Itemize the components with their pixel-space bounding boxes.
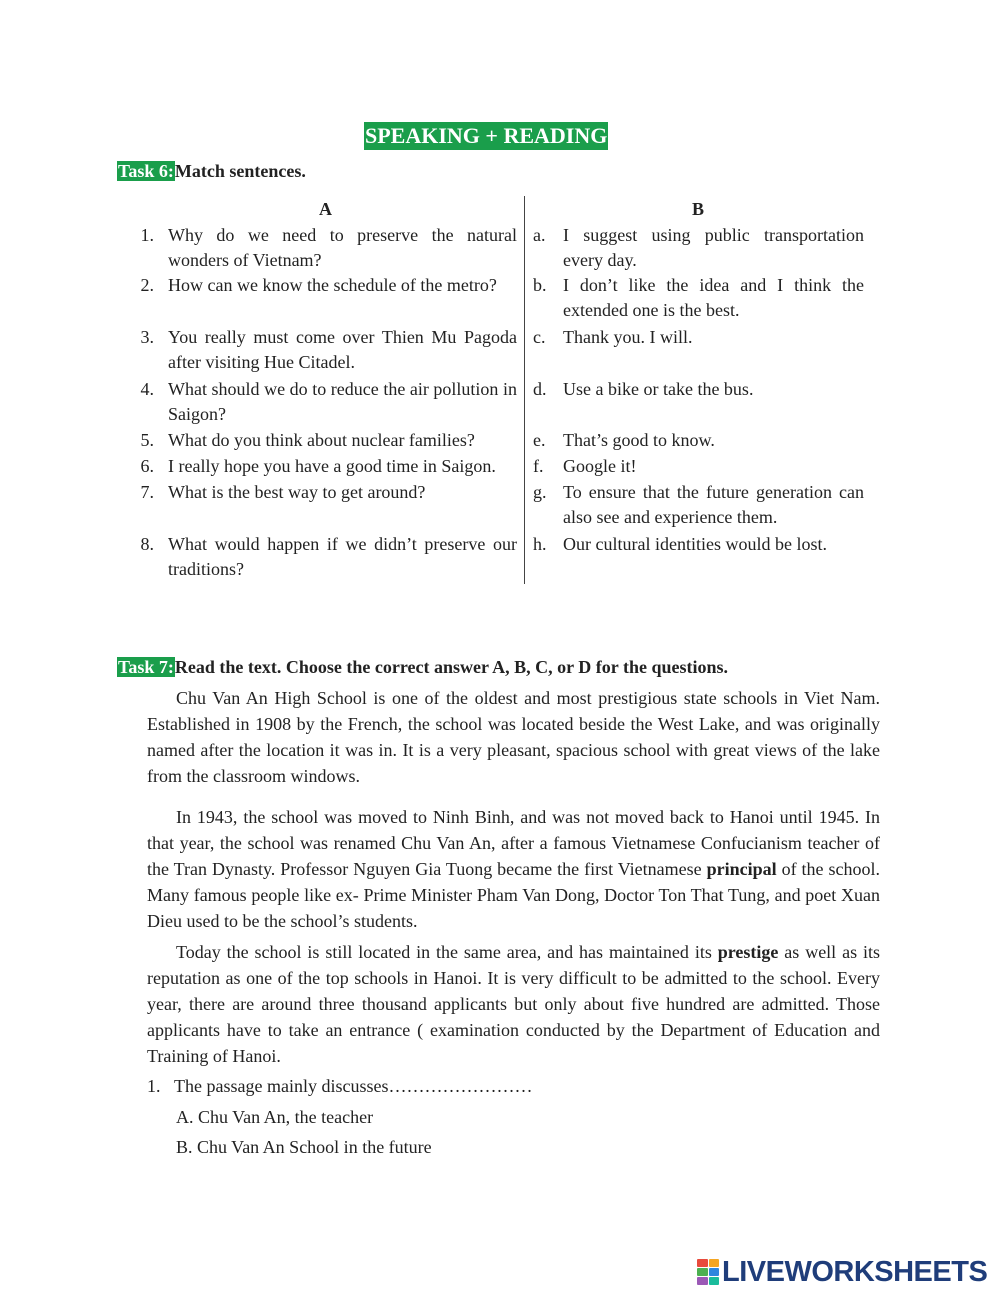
item-a-text: What do you think about nuclear families? bbox=[168, 430, 475, 450]
task-6-badge: Task 6: bbox=[118, 161, 174, 181]
task-6-instruction: Match sentences. bbox=[174, 161, 306, 181]
item-b-text: That’s good to know. bbox=[563, 430, 715, 450]
logo-text: LIVEWORKSHEETS bbox=[722, 1256, 988, 1288]
item-b-letter: c. bbox=[533, 327, 546, 347]
column-a-header: A bbox=[319, 199, 332, 219]
keyword-principal: principal bbox=[706, 859, 777, 879]
question-1-option-b: B. Chu Van An School in the future bbox=[176, 1137, 432, 1157]
item-b-letter: e. bbox=[533, 430, 546, 450]
item-a-text: Why do we need to preserve the natural wonders of Vietnam? bbox=[168, 225, 517, 270]
item-a-text: How can we know the schedule of the metro? bbox=[168, 275, 497, 295]
item-a-number: 1. bbox=[140, 225, 154, 245]
question-1-option-a: A. Chu Van An, the teacher bbox=[176, 1107, 374, 1127]
item-a-number: 5. bbox=[140, 430, 154, 450]
item-b-letter: a. bbox=[533, 225, 546, 245]
task-7-instruction: Read the text. Choose the correct answer A, B, C, or D for the questions. bbox=[174, 657, 728, 677]
item-a-text: What should we do to reduce the air pollution in Saigon? bbox=[168, 379, 517, 424]
task-7-badge: Task 7: bbox=[118, 657, 174, 677]
reading-paragraph-3: Today the school is still located in the same area, and has maintained its prestige as well as its reputation as one of the top schools in Hanoi. It is very difficult to be admitted to the school. Every year, there are around three thousand applicants but only about five hundred are admitted. Those applicants have to take an entrance ( examination conducted by the Department of Education and Training of Hanoi. bbox=[147, 942, 880, 1066]
task-7-heading bbox=[117, 656, 728, 678]
item-b-text: Use a bike or take the bus. bbox=[563, 379, 754, 399]
item-a-number: 8. bbox=[140, 534, 154, 554]
task-6-heading bbox=[117, 160, 306, 182]
item-a-number: 7. bbox=[140, 482, 154, 502]
item-a-text: What is the best way to get around? bbox=[168, 482, 426, 502]
item-b-text: Google it! bbox=[563, 456, 637, 476]
item-b-text: Our cultural identities would be lost. bbox=[563, 534, 827, 554]
reading-paragraph-1: Chu Van An High School is one of the oldest and most prestigious state schools in Viet Nam. Established in 1908 by the French, the school was located beside the West Lake, and was originally named after the location it was in. It is a very pleasant, spacious school with great views of the lake from the classroom windows. bbox=[147, 688, 880, 786]
column-divider bbox=[524, 196, 525, 584]
item-a-number: 6. bbox=[140, 456, 154, 476]
item-a-number: 4. bbox=[140, 379, 154, 399]
item-b-text: I suggest using public transportation every day. bbox=[563, 225, 864, 270]
column-b-header: B bbox=[692, 199, 705, 219]
item-b-letter: g. bbox=[533, 482, 547, 502]
item-b-text: I don’t like the idea and I think the extended one is the best. bbox=[563, 275, 864, 320]
item-b-letter: b. bbox=[533, 275, 547, 295]
item-b-text: To ensure that the future generation can also see and experience them. bbox=[563, 482, 864, 527]
logo-mark-icon bbox=[697, 1259, 719, 1285]
keyword-prestige: prestige bbox=[717, 942, 779, 962]
item-b-letter: f. bbox=[533, 456, 544, 476]
page-title: SPEAKING + READING bbox=[365, 123, 608, 148]
item-b-letter: h. bbox=[533, 534, 547, 554]
item-b-text: Thank you. I will. bbox=[563, 327, 693, 347]
item-b-letter: d. bbox=[533, 379, 547, 399]
reading-paragraph-2: In 1943, the school was moved to Ninh Binh, and was not moved back to Hanoi until 1945. In that year, the school was renamed Chu Van An, after a famous Vietnamese Confucianism teacher of the Tran Dynasty. Professor Nguyen Gia Tuong became the first Vietnamese principal of the school. Many famous people like ex- Prime Minister Pham Van Dong, Doctor Ton That Tung, and poet Xuan Dieu used to be the school’s students. bbox=[147, 807, 880, 931]
question-1: 1. The passage mainly discusses…………………… bbox=[147, 1076, 533, 1096]
item-a-number: 2. bbox=[140, 275, 154, 295]
item-a-text: What would happen if we didn’t preserve our traditions? bbox=[168, 534, 517, 579]
item-a-text: I really hope you have a good time in Saigon. bbox=[168, 456, 496, 476]
item-a-text: You really must come over Thien Mu Pagoda after visiting Hue Citadel. bbox=[168, 327, 517, 372]
liveworksheets-logo bbox=[697, 1257, 987, 1287]
item-a-number: 3. bbox=[140, 327, 154, 347]
